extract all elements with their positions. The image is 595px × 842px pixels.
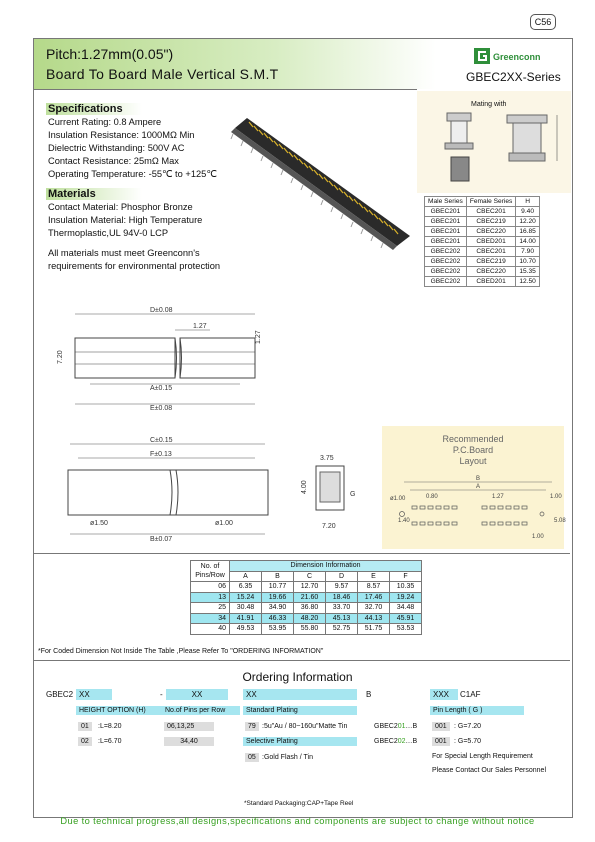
code-pin-length: XXX [430,689,458,700]
pcb-d2-label: 1.27 [492,494,504,500]
selective-plating-code: 05 [245,753,259,762]
top-view-drawing [50,302,290,420]
pcb-d7-label: 1.00 [532,534,544,540]
table-row: 13 15.24 19.66 21.60 18.46 17.46 19.24 [191,592,422,603]
spec-line: Current Rating: 0.8 Ampere [48,117,162,127]
dim-s4-label: 7.20 [322,523,336,530]
spec-line: Operating Temperature: -55℃ to +125℃ [48,169,217,179]
pin-length-label: Pin Length ( G ) [430,706,524,715]
dim-pitch-label: 1.27 [193,323,207,330]
code-suffix: C1AF [460,690,481,699]
height-opt1-value: :L=8.20 [98,723,122,730]
selective-plating-label: Selective Plating [243,737,357,746]
pin-length-code-2: 001 [432,737,450,746]
pcb-d6-label: 5.08 [554,518,566,524]
mating-header: H [516,197,540,207]
standard-plating-code: 79 [245,722,259,731]
dim-pitch2-label: 1.27 [255,330,262,344]
pins-header: No. of Pins/Row [191,561,230,582]
table-row: GBEC202 CBEC219 10.70 [425,257,540,267]
table-row: GBEC202 CBEC220 15.35 [425,267,540,277]
header-divider [34,89,417,90]
pin-length-value-1: : G=7.20 [454,723,482,730]
mating-illustration [417,91,571,193]
side-view-drawing [50,430,290,545]
gbec-option-b: GBEC202…B [374,738,418,745]
pcb-d4-label: ø1.00 [390,496,406,502]
material-line: Insulation Material: High Temperature [48,215,203,225]
dim-b-label: B±0.07 [150,536,173,543]
table-row: GBEC201 CBED201 14.00 [425,237,540,247]
series-label: GBEC2XX-Series [466,70,561,84]
materials-heading: Materials [46,188,142,200]
table-row: GBEC201 CBEC219 12.20 [425,217,540,227]
pcb-d3-label: 1.00 [550,494,562,500]
pins-label: No.of Pins per Row [162,706,240,715]
material-note: All materials must meet Greenconn's [48,248,200,258]
dim-d-label: D±0.08 [150,307,173,314]
section-divider [34,660,570,661]
dimension-group-header: Dimension Information [230,561,422,572]
material-line: Contact Material: Phosphor Bronze [48,202,193,212]
pins-values-2: 34,40 [164,737,214,746]
brand-text: Greenconn [493,52,541,62]
special-length-note-1: For Special Length Requirement [432,753,533,760]
dim-phi2-label: ø1.00 [215,520,233,527]
code-b: B [366,690,372,699]
special-length-note-2: Please Contact Our Sales Personnel [432,767,547,774]
packaging-note: *Standard Packaging:CAP+Tape Reel [244,800,354,807]
selective-plating-value: :Gold Flash / Tin [262,754,313,761]
section-divider [34,553,570,554]
dim-s1-label: 3.75 [320,455,334,462]
specifications-heading: Specifications [46,103,142,115]
title-pitch: Pitch:1.27mm(0.05") [46,46,174,62]
table-row: GBEC202 CBED201 12.50 [425,277,540,287]
mating-label: Mating with [471,101,507,108]
mating-drawing [417,91,571,193]
code-pins: XX [166,689,228,700]
height-opt1-code: 01 [78,722,92,731]
pins-values-1: 06,13,25 [164,722,214,731]
mating-header: Female Series [466,197,516,207]
dim-c-label: C±0.15 [150,437,173,444]
page-number-badge: C56 [530,14,556,30]
height-opt2-value: :L=6.70 [98,738,122,745]
dim-s2-label: 4.00 [301,480,308,494]
code-plating: XX [243,689,357,700]
pcb-a-label: A [476,484,481,490]
pcb-layout-drawing [382,426,564,549]
spec-line: Contact Resistance: 25mΩ Max [48,156,179,166]
table-row: 34 41.91 46.33 48.20 45.13 44.13 45.91 [191,613,422,624]
footer-disclaimer: Due to technical progress,all designs,specifications and components are subject to change without notice [60,816,535,826]
spec-line: Insulation Resistance: 1000MΩ Min [48,130,195,140]
table-row: GBEC201 CBEC220 16.85 [425,227,540,237]
materials-list [48,201,220,273]
connector-photo [225,108,415,248]
dim-h-label: 7.20 [57,350,64,364]
coded-dimension-note: *For Coded Dimension Not Inside The Table ,Please Refer To "ORDERING INFORMATION" [38,648,324,655]
title-product: Board To Board Male Vertical S.M.T [46,66,279,82]
recommended-title: Recommended P.C.Board Layout [442,434,504,466]
spec-line: Dielectric Withstanding: 500V AC [48,143,185,153]
standard-plating-label: Standard Plating [243,706,357,715]
pcb-b-label: B [476,476,481,482]
table-row: GBEC202 CBEC201 7.90 [425,247,540,257]
pcb-d5-label: 1.40 [398,518,410,524]
code-height: XX [76,689,112,700]
standard-plating-value: :5u"Au / 80~160u"Matte Tin [262,723,348,730]
end-view-drawing [298,452,358,532]
table-row: 06 6.35 10.77 12.70 9.57 8.57 10.35 [191,582,422,593]
brand-logo [474,46,564,68]
code-prefix: GBEC2 [46,690,74,699]
recommended-pcb-layout [382,426,564,549]
pcb-d1-label: 0.80 [426,494,438,500]
specifications-list [48,116,217,181]
greenconn-logo-icon [474,46,564,68]
dim-e-label: E±0.08 [150,405,173,412]
dimension-table: No. of Pins/Row Dimension Information A B C D E F 06 6.35 10.77 12.70 9.57 8.57 10.35 13 15.24 19.66 21.60 18.46 17.46 19.24 25 30.48 34.90 36.80 33.70 32.70 34.48 34 41.91 46.33 48.20 45.13 44.13 45.91 40 49.53 53.95 55.80 52.75 51.75 53.53 [190,560,422,635]
pin-length-value-2: : G=5.70 [454,738,482,745]
height-opt2-code: 02 [78,737,92,746]
mating-table [424,196,540,287]
pin-length-code-1: 001 [432,722,450,731]
ordering-title: Ordering Information [242,670,353,684]
table-row: 25 30.48 34.90 36.80 33.70 32.70 34.48 [191,603,422,614]
material-line: Thermoplastic,UL 94V-0 LCP [48,228,169,238]
dim-s3-label: G [350,491,356,498]
dim-a-label: A±0.15 [150,385,173,392]
gbec-option-a: GBEC201…B [374,723,418,730]
table-row: GBEC201 CBEC201 9.40 [425,207,540,217]
dim-phi1-label: ø1.50 [90,520,108,527]
code-dash: - [160,690,163,699]
height-option-label: HEIGHT OPTION (H) [76,706,162,715]
dim-f-label: F±0.13 [150,451,172,458]
table-row: 40 49.53 53.95 55.80 52.75 51.75 53.53 [191,624,422,635]
material-note: requirements for environmental protection [48,261,221,271]
mating-header: Male Series [425,197,467,207]
